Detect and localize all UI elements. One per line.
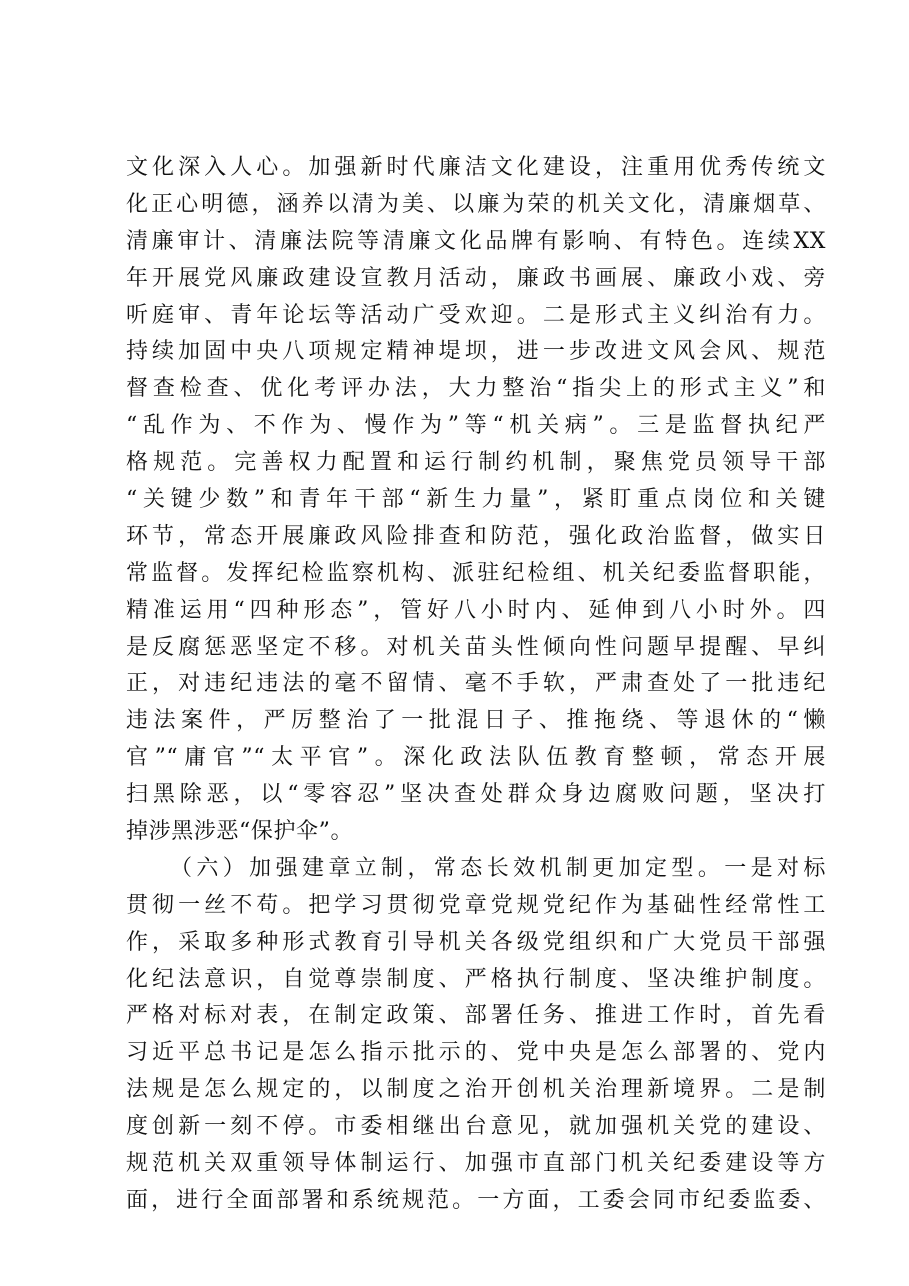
text-line: 听庭审、青年论坛等活动广受欢迎。二是形式主义纠治有力。 bbox=[126, 302, 826, 328]
text-line: 习近平总书记是怎么指示批示的、党中央是怎么部署的、党内 bbox=[126, 1040, 826, 1066]
text-line: 官”“庸官”“太平官”。深化政法队伍教育整顿，常态开展 bbox=[126, 745, 826, 771]
text-line: 是反腐惩恶坚定不移。对机关苗头性倾向性问题早提醒、早纠 bbox=[126, 634, 826, 660]
section-heading-line: （六）加强建章立制，常态长效机制更加定型。一是对标 bbox=[170, 855, 826, 881]
text-line: 面，进行全面部署和系统规范。一方面，工委会同市纪委监委、 bbox=[126, 1187, 826, 1213]
text-line: 化正心明德，涵养以清为美、以廉为荣的机关文化，清廉烟草、 bbox=[126, 191, 826, 217]
text-line: 贯彻一丝不苟。把学习贯彻党章党规党纪作为基础性经常性工 bbox=[126, 892, 826, 918]
text-line: 违法案件，严厉整治了一批混日子、推拖绕、等退休的“懒 bbox=[126, 708, 826, 734]
text-line: “关键少数”和青年干部“新生力量”，紧盯重点岗位和关键 bbox=[126, 487, 826, 513]
text-line: 规范机关双重领导体制运行、加强市直部门机关纪委建设等方 bbox=[126, 1151, 826, 1177]
text-line: 常监督。发挥纪检监察机构、派驻纪检组、机关纪委监督职能， bbox=[126, 560, 826, 586]
text-line: 扫黑除恶，以“零容忍”坚决查处群众身边腐败问题，坚决打 bbox=[126, 782, 826, 808]
text-line: 法规是怎么规定的，以制度之治开创机关治理新境界。二是制 bbox=[126, 1077, 826, 1103]
text-line: 持续加固中央八项规定精神堤坝，进一步改进文风会风、规范 bbox=[126, 339, 826, 365]
text-line: 精准运用“四种形态”，管好八小时内、延伸到八小时外。四 bbox=[126, 597, 826, 623]
text-line: 化纪法意识，自觉尊崇制度、严格执行制度、坚决维护制度。 bbox=[126, 966, 826, 992]
text-line: 年开展党风廉政建设宣教月活动，廉政书画展、廉政小戏、旁 bbox=[126, 265, 826, 291]
text-line: 清廉审计、清廉法院等清廉文化品牌有影响、有特色。连续XX bbox=[126, 228, 826, 254]
text-line: 作，采取多种形式教育引导机关各级党组织和广大党员干部强 bbox=[126, 929, 826, 955]
text-line: 度创新一刻不停。市委相继出台意见，就加强机关党的建设、 bbox=[126, 1114, 826, 1140]
text-line: 严格对标对表，在制定政策、部署任务、推进工作时，首先看 bbox=[126, 1003, 826, 1029]
text-line: 正，对违纪违法的毫不留情、毫不手软，严肃查处了一批违纪 bbox=[126, 671, 826, 697]
text-line: 文化深入人心。加强新时代廉洁文化建设，注重用优秀传统文 bbox=[126, 155, 826, 180]
body-text bbox=[126, 150, 826, 1220]
text-line: “乱作为、不作为、慢作为”等“机关病”。三是监督执纪严 bbox=[126, 413, 826, 439]
text-line: 督查检查、优化考评办法，大力整治“指尖上的形式主义”和 bbox=[126, 376, 826, 402]
text-line: 格规范。完善权力配置和运行制约机制，聚焦党员领导干部 bbox=[126, 450, 826, 476]
text-line: 掉涉黑涉恶“保护伞”。 bbox=[126, 819, 354, 845]
text-line: 环节，常态开展廉政风险排查和防范，强化政治监督，做实日 bbox=[126, 523, 826, 549]
